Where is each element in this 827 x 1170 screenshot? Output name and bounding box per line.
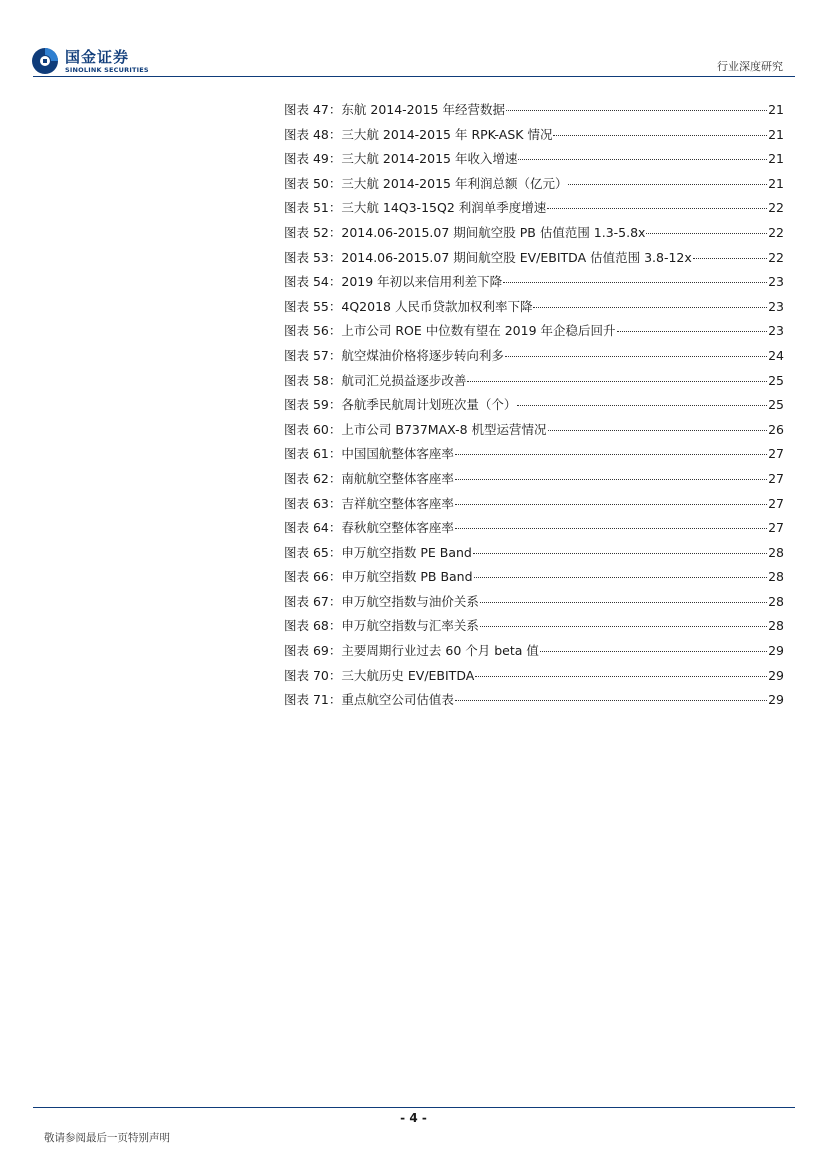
report-type: 行业深度研究 <box>717 60 783 73</box>
toc-leader-dots <box>455 503 767 505</box>
toc-entry[interactable] <box>284 100 784 125</box>
toc-entry-title: 重点航空公司估值表 <box>341 692 454 708</box>
sinolink-logo-icon <box>31 47 59 75</box>
toc-leader-dots <box>480 625 767 627</box>
toc-leader-dots <box>455 453 767 455</box>
footer-divider <box>33 1107 795 1108</box>
toc-entry-label: 图表 61： <box>284 446 342 462</box>
toc-entry-label: 图表 66： <box>284 569 342 585</box>
toc-leader-dots <box>474 576 767 578</box>
toc-entry-label: 图表 62： <box>284 470 342 486</box>
toc-entry-label: 图表 58： <box>284 372 342 388</box>
toc-leader-dots <box>503 281 767 283</box>
toc-entry-label: 图表 60： <box>284 421 342 437</box>
toc-entry[interactable] <box>284 616 784 641</box>
toc-entry[interactable] <box>284 395 784 420</box>
toc-entry-page: 26 <box>768 421 784 437</box>
toc-entry[interactable] <box>284 346 784 371</box>
toc-entry-page: 23 <box>768 274 784 290</box>
toc-entry-label: 图表 71： <box>284 692 342 708</box>
toc-entry-label: 图表 55： <box>284 298 342 314</box>
toc-entry-title: 2019 年初以来信用利差下降 <box>341 274 503 290</box>
toc-leader-dots <box>517 404 767 406</box>
toc-entry[interactable] <box>284 518 784 543</box>
toc-entry[interactable] <box>284 543 784 568</box>
toc-entry-title: 春秋航空整体客座率 <box>341 520 454 536</box>
toc-entry-title: 2014.06-2015.07 期间航空股 PB 估值范围 1.3-5.8x <box>341 224 646 240</box>
toc-leader-dots <box>475 675 767 677</box>
toc-entry-page: 27 <box>768 470 784 486</box>
toc-entry[interactable] <box>284 641 784 666</box>
toc-entry-label: 图表 69： <box>284 643 342 659</box>
toc-leader-dots <box>547 207 767 209</box>
toc-entry-page: 29 <box>768 667 784 683</box>
toc-leader-dots <box>480 601 767 603</box>
toc-entry-label: 图表 57： <box>284 347 342 363</box>
brand-name-cn: 国金证券 <box>65 48 130 66</box>
toc-entry-label: 图表 54： <box>284 274 342 290</box>
toc-entry[interactable] <box>284 149 784 174</box>
figure-index-list <box>284 100 784 715</box>
toc-leader-dots <box>568 183 767 185</box>
toc-entry[interactable] <box>284 248 784 273</box>
toc-entry[interactable] <box>284 592 784 617</box>
toc-leader-dots <box>473 552 767 554</box>
toc-entry[interactable] <box>284 666 784 691</box>
toc-entry-title: 东航 2014-2015 年经营数据 <box>341 102 505 117</box>
toc-entry-page: 29 <box>768 692 784 708</box>
toc-entry[interactable] <box>284 198 784 223</box>
toc-entry-title: 4Q2018 人民币贷款加权利率下降 <box>341 298 533 314</box>
page-number: - 4 - <box>400 1111 427 1125</box>
toc-entry-title: 申万航空指数 PB Band <box>341 569 473 585</box>
toc-entry-page: 22 <box>768 200 784 216</box>
toc-entry-label: 图表 70： <box>284 667 342 683</box>
toc-entry-page: 27 <box>768 495 784 511</box>
toc-entry-page: 27 <box>768 446 784 462</box>
toc-entry-label: 图表 48： <box>284 126 342 142</box>
toc-entry-title: 航司汇兑损益逐步改善 <box>341 372 467 388</box>
toc-entry[interactable] <box>284 567 784 592</box>
toc-entry-title: 上市公司 ROE 中位数有望在 2019 年企稳后回升 <box>341 323 616 339</box>
toc-entry-label: 图表 67： <box>284 593 342 609</box>
toc-entry-page: 21 <box>768 175 784 191</box>
toc-entry-page: 28 <box>768 544 784 560</box>
toc-entry-title: 中国国航整体客座率 <box>341 446 454 462</box>
toc-entry-page: 28 <box>768 618 784 634</box>
toc-entry-label: 图表 63： <box>284 495 342 511</box>
toc-entry[interactable] <box>284 125 784 150</box>
toc-leader-dots <box>553 134 767 136</box>
toc-entry-page: 29 <box>768 643 784 659</box>
toc-entry-title: 三大航 2014-2015 年利润总额（亿元） <box>341 175 568 191</box>
toc-entry-page: 25 <box>768 372 784 388</box>
toc-entry[interactable] <box>284 494 784 519</box>
toc-leader-dots <box>548 429 767 431</box>
toc-entry-label: 图表 59： <box>284 397 342 413</box>
toc-entry-title: 三大航历史 EV/EBITDA <box>341 667 475 683</box>
toc-entry-page: 23 <box>768 298 784 314</box>
toc-leader-dots <box>617 330 767 332</box>
toc-entry-label: 图表 47： <box>284 102 342 117</box>
toc-leader-dots <box>540 650 767 652</box>
toc-entry[interactable] <box>284 690 784 715</box>
toc-entry-label: 图表 68： <box>284 618 342 634</box>
toc-entry-title: 各航季民航周计划班次量（个） <box>341 397 517 413</box>
toc-leader-dots <box>693 257 767 259</box>
disclaimer-note: 敬请参阅最后一页特别声明 <box>44 1132 170 1144</box>
toc-entry-label: 图表 49： <box>284 151 342 167</box>
toc-entry-label: 图表 56： <box>284 323 342 339</box>
toc-entry-title: 申万航空指数与油价关系 <box>341 593 479 609</box>
toc-entry[interactable] <box>284 469 784 494</box>
toc-entry-page: 21 <box>768 102 784 117</box>
toc-entry-label: 图表 52： <box>284 224 342 240</box>
header-divider <box>33 76 795 77</box>
toc-entry-title: 上市公司 B737MAX-8 机型运营情况 <box>341 421 547 437</box>
toc-leader-dots <box>467 380 767 382</box>
toc-entry-title: 三大航 2014-2015 年 RPK-ASK 情况 <box>341 126 553 142</box>
toc-entry-label: 图表 51： <box>284 200 342 216</box>
toc-leader-dots <box>506 109 767 111</box>
toc-entry-page: 21 <box>768 151 784 167</box>
toc-entry-title: 2014.06-2015.07 期间航空股 EV/EBITDA 估值范围 3.8-12x <box>341 249 692 265</box>
toc-leader-dots <box>646 232 767 234</box>
toc-entry-title: 吉祥航空整体客座率 <box>341 495 454 511</box>
toc-entry-title: 三大航 2014-2015 年收入增速 <box>341 151 518 167</box>
toc-leader-dots <box>533 306 767 308</box>
toc-entry-title: 三大航 14Q3-15Q2 利润单季度增速 <box>341 200 547 216</box>
toc-entry[interactable] <box>284 444 784 469</box>
toc-entry-title: 申万航空指数 PE Band <box>341 544 472 560</box>
toc-entry-page: 21 <box>768 126 784 142</box>
toc-entry-page: 22 <box>768 224 784 240</box>
toc-leader-dots <box>455 699 767 701</box>
toc-entry-label: 图表 64： <box>284 520 342 536</box>
toc-leader-dots <box>518 158 767 160</box>
toc-entry-title: 航空煤油价格将逐步转向利多 <box>341 347 504 363</box>
toc-entry-page: 23 <box>768 323 784 339</box>
toc-leader-dots <box>505 355 767 357</box>
toc-entry-page: 24 <box>768 347 784 363</box>
toc-entry-page: 28 <box>768 569 784 585</box>
toc-entry-page: 27 <box>768 520 784 536</box>
toc-entry-page: 25 <box>768 397 784 413</box>
toc-entry[interactable] <box>284 223 784 248</box>
toc-entry[interactable] <box>284 272 784 297</box>
toc-entry[interactable] <box>284 297 784 322</box>
toc-entry-label: 图表 53： <box>284 249 342 265</box>
toc-entry[interactable] <box>284 174 784 199</box>
toc-entry-title: 主要周期行业过去 60 个月 beta 值 <box>341 643 539 659</box>
toc-entry[interactable] <box>284 420 784 445</box>
toc-entry-title: 南航航空整体客座率 <box>341 470 454 486</box>
toc-entry-label: 图表 65： <box>284 544 342 560</box>
toc-entry-page: 28 <box>768 593 784 609</box>
page-header <box>0 0 827 80</box>
toc-entry-label: 图表 50： <box>284 175 342 191</box>
company-logo <box>31 46 161 78</box>
toc-leader-dots <box>455 527 767 529</box>
toc-leader-dots <box>455 478 767 480</box>
toc-entry[interactable] <box>284 321 784 346</box>
toc-entry-page: 22 <box>768 249 784 265</box>
toc-entry[interactable] <box>284 371 784 396</box>
brand-name-en: SINOLINK SECURITIES <box>65 66 149 74</box>
toc-entry-title: 申万航空指数与汇率关系 <box>341 618 479 634</box>
